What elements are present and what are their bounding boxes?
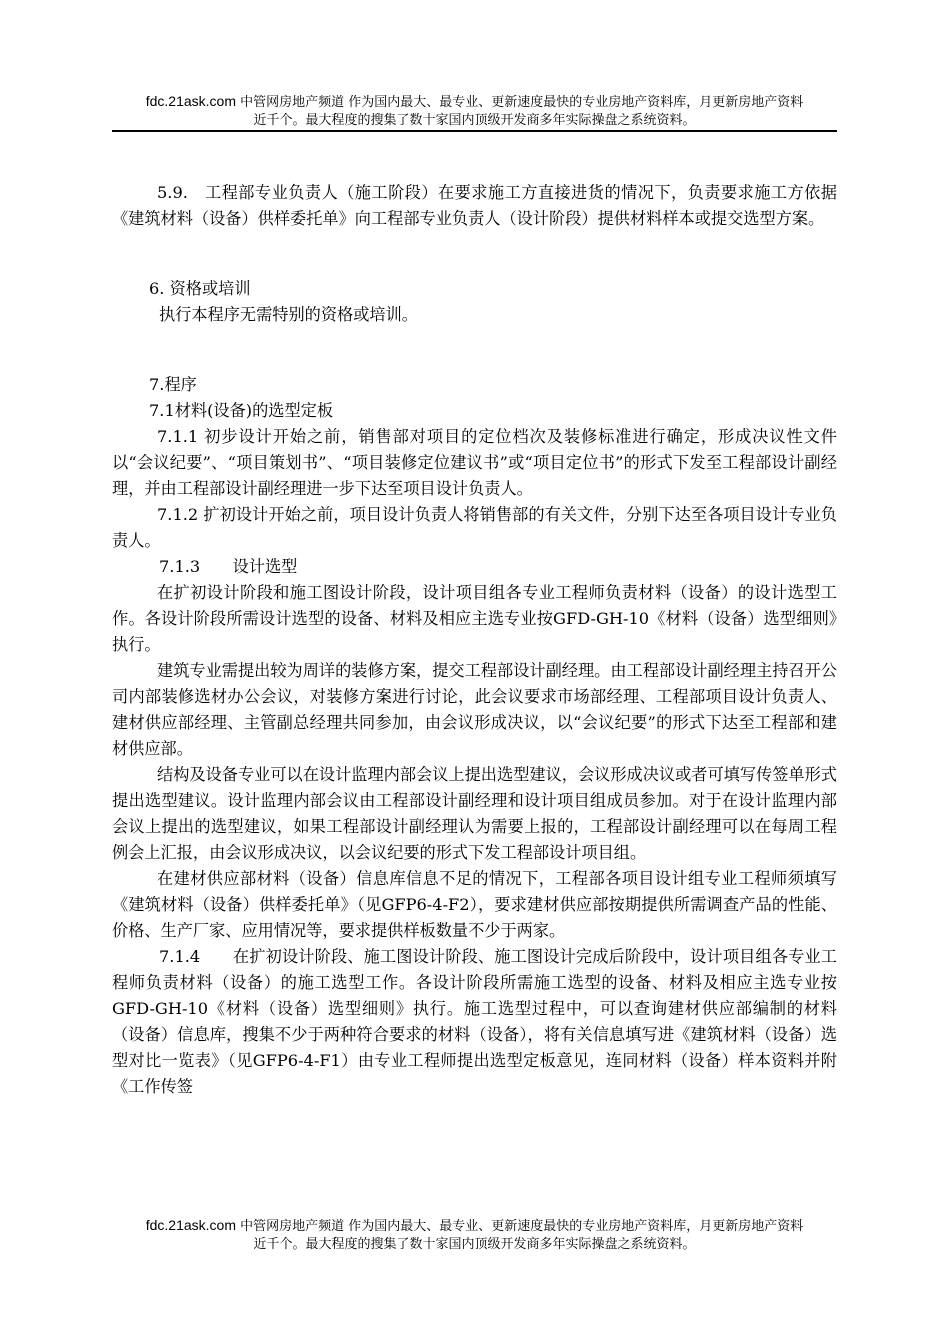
heading-7-1-3: 7.1.3 设计选型 (159, 557, 298, 576)
paragraph-7-1-3-d: 在建材供应部材料（设备）信息库信息不足的情况下，工程部各项目设计组专业工程师须填写《建筑材料（设备）供样委托单》（见GFP6-4-F2），要求建材供应部按期提供所需调查产品的性能、价格、生产厂家、应用情况等，要求提供样板数量不少于两家。 (112, 869, 837, 940)
paragraph-6: 执行本程序无需特别的资格或培训。 (159, 305, 418, 324)
paragraph-7-1-3-a: 在扩初设计阶段和施工图设计阶段，设计项目组各专业工程师负责材料（设备）的设计选型工作。各设计阶段所需设计选型的设备、材料及相应主选专业按GFD-GH-10《材料（设备）选型细则》执行。 (112, 583, 837, 654)
page-header (112, 92, 837, 130)
paragraph-7-1-3-c: 结构及设备专业可以在设计监理内部会议上提出选型建议，会议形成决议或者可填写传签单形式提出选型建议。设计监理内部会议由工程部设计副经理和设计项目组成员参加。对于在设计监理内部会议上提出的选型建议，如果工程部设计副经理认为需要上报的，工程部设计副经理可以在每周工程例会上汇报，由会议形成决议，以会议纪要的形式下发工程部设计项目组。 (112, 765, 837, 862)
page-footer (112, 1216, 837, 1254)
footer-site: fdc.21ask.com (145, 1217, 236, 1233)
heading-7-1: 7.1材料(设备)的选型定板 (149, 401, 334, 420)
paragraph-7-1-4: 7.1.4 在扩初设计阶段、施工图设计阶段、施工图设计完成后阶段中，设计项目组各专业工程师负责材料（设备）的施工选型工作。各设计阶段所需施工选型的设备、材料及相应主选专业按GFD-GH-10《材料（设备）选型细则》执行。施工选型过程中，可以查询建材供应部编制的材料（设备）信息库，搜集不少于两种符合要求的材料（设备），将有关信息填写进《建筑材料（设备）选型对比一览表》（见GFP6-4-F1）由专业工程师提出选型定板意见，连同材料（设备）样本资料并附《工作传签 (112, 947, 837, 1096)
header-rule (112, 130, 837, 132)
footer-line-1 (112, 1216, 837, 1236)
footer-text-1: 中管网房地产频道 作为国内最大、最专业、更新速度最快的专业房地产资料库，月更新房地产资料 (236, 1219, 804, 1234)
footer-line-2: 近千个。最大程度的搜集了数十家国内顶级开发商多年实际操盘之系统资料。 (253, 1237, 696, 1252)
header-text-1: 中管网房地产频道 作为国内最大、最专业、更新速度最快的专业房地产资料库，月更新房地产资料 (236, 95, 804, 110)
header-line-1 (112, 92, 837, 112)
paragraph-7-1-1: 7.1.1 初步设计开始之前，销售部对项目的定位档次及装修标准进行确定，形成决议性文件以“会议纪要”、“项目策划书”、“项目装修定位建议书”或“项目定位书”的形式下发至工程部设计副经理，并由工程部设计副经理进一步下达至项目设计负责人。 (112, 427, 837, 498)
paragraph-7-1-3-b: 建筑专业需提出较为周详的装修方案，提交工程部设计副经理。由工程部设计副经理主持召开公司内部装修选材办公会议，对装修方案进行讨论，此会议要求市场部经理、工程部项目设计负责人、建材供应部经理、主管副总经理共同参加，由会议形成决议，以“会议纪要”的形式下达至工程部和建材供应部。 (112, 661, 837, 758)
heading-6: 6. 资格或培训 (149, 279, 251, 298)
document-body (112, 180, 837, 1100)
header-site: fdc.21ask.com (145, 93, 236, 109)
paragraph-5-9: 5.9. 工程部专业负责人（施工阶段）在要求施工方直接进货的情况下，负责要求施工方依据《建筑材料（设备）供样委托单》向工程部专业负责人（设计阶段）提供材料样本或提交选型方案。 (112, 183, 837, 228)
heading-7: 7.程序 (149, 375, 197, 394)
header-line-2: 近千个。最大程度的搜集了数十家国内顶级开发商多年实际操盘之系统资料。 (253, 113, 696, 128)
paragraph-7-1-2: 7.1.2 扩初设计开始之前，项目设计负责人将销售部的有关文件，分别下达至各项目设计专业负责人。 (112, 505, 837, 550)
